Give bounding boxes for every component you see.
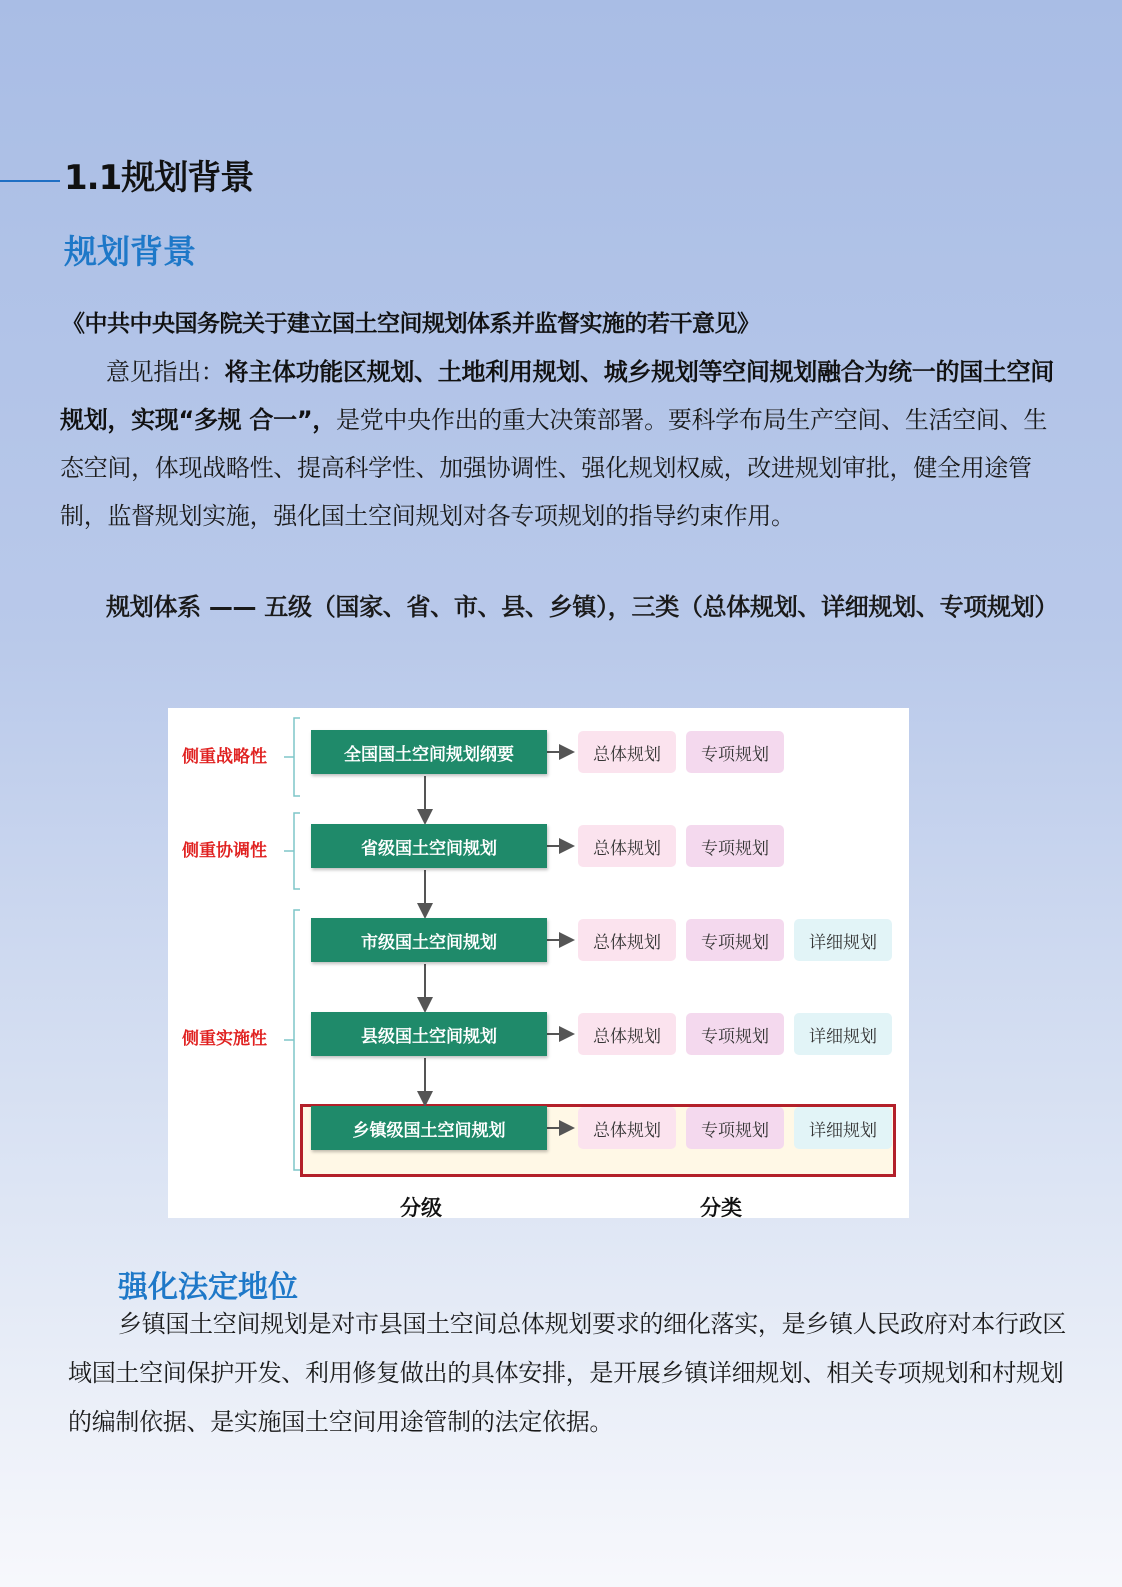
cat-special-city: 专项规划 xyxy=(686,919,784,961)
cat-detailed-township: 详细规划 xyxy=(794,1107,892,1149)
legal-status-paragraph: 乡镇国土空间规划是对市县国土空间总体规划要求的细化落实，是乡镇人民政府对本行政区域国土空间保护开发、利用修复做出的具体安排，是开展乡镇详细规划、相关专项规划和村规划的编制依据、是实施国土空间用途管制的法定依据。 xyxy=(68,1310,1066,1436)
cat-special-provincial: 专项规划 xyxy=(686,825,784,867)
axis-label-levels: 分级 xyxy=(400,1196,442,1220)
level-national: 全国国土空间规划纲要 xyxy=(311,730,547,774)
section-rule xyxy=(0,180,60,182)
paragraph-lead: 意见指出： xyxy=(106,358,225,386)
cat-detailed-county: 详细规划 xyxy=(794,1013,892,1055)
paragraph-emphasis: 将主体功能区规划、土地利用规划、城乡规划等空间规划融合为统一的国土空间规划，实现“多规 合一”， xyxy=(60,358,1054,434)
cat-overall-township: 总体规划 xyxy=(578,1107,676,1149)
planning-system-paragraph: 规划体系 —— 五级（国家、省、市、县、乡镇），三类（总体规划、详细规划、专项规划） xyxy=(106,593,1059,621)
level-township: 乡镇级国土空间规划 xyxy=(311,1106,547,1150)
subsection-title: 规划背景 xyxy=(64,232,196,271)
axis-label-categories: 分类 xyxy=(700,1196,742,1220)
level-city: 市级国土空间规划 xyxy=(311,918,547,962)
focus-label-implementation: 侧重实施性 xyxy=(182,1029,267,1049)
focus-label-strategic: 侧重战略性 xyxy=(182,747,267,767)
focus-brackets xyxy=(284,718,300,1170)
focus-label-coordination: 侧重协调性 xyxy=(182,841,267,861)
cat-detailed-city: 详细规划 xyxy=(794,919,892,961)
paragraph-rest: 是党中央作出的重大决策部署。要科学布局生产空间、生活空间、生态空间，体现战略性、提高科学性、加强协调性、强化规划权威，改进规划审批，健全用途管制，监督规划实施，强化国土空间规划对各专项规划的指导约束作用。 xyxy=(60,406,1048,530)
opinion-paragraph xyxy=(60,348,1070,540)
section-title: 1.1规划背景 xyxy=(64,158,254,198)
level-provincial: 省级国土空间规划 xyxy=(311,824,547,868)
cat-overall-provincial: 总体规划 xyxy=(578,825,676,867)
document-title: 《中共中央国务院关于建立国土空间规划体系并监督实施的若干意见》 xyxy=(62,311,760,337)
cat-overall-county: 总体规划 xyxy=(578,1013,676,1055)
planning-system-figure xyxy=(168,708,909,1218)
cat-overall-city: 总体规划 xyxy=(578,919,676,961)
level-county: 县级国土空间规划 xyxy=(311,1012,547,1056)
cat-special-national: 专项规划 xyxy=(686,731,784,773)
cat-special-township: 专项规划 xyxy=(686,1107,784,1149)
subsection-title-legal-status: 强化法定地位 xyxy=(118,1270,298,1305)
cat-overall-national: 总体规划 xyxy=(578,731,676,773)
cat-special-county: 专项规划 xyxy=(686,1013,784,1055)
